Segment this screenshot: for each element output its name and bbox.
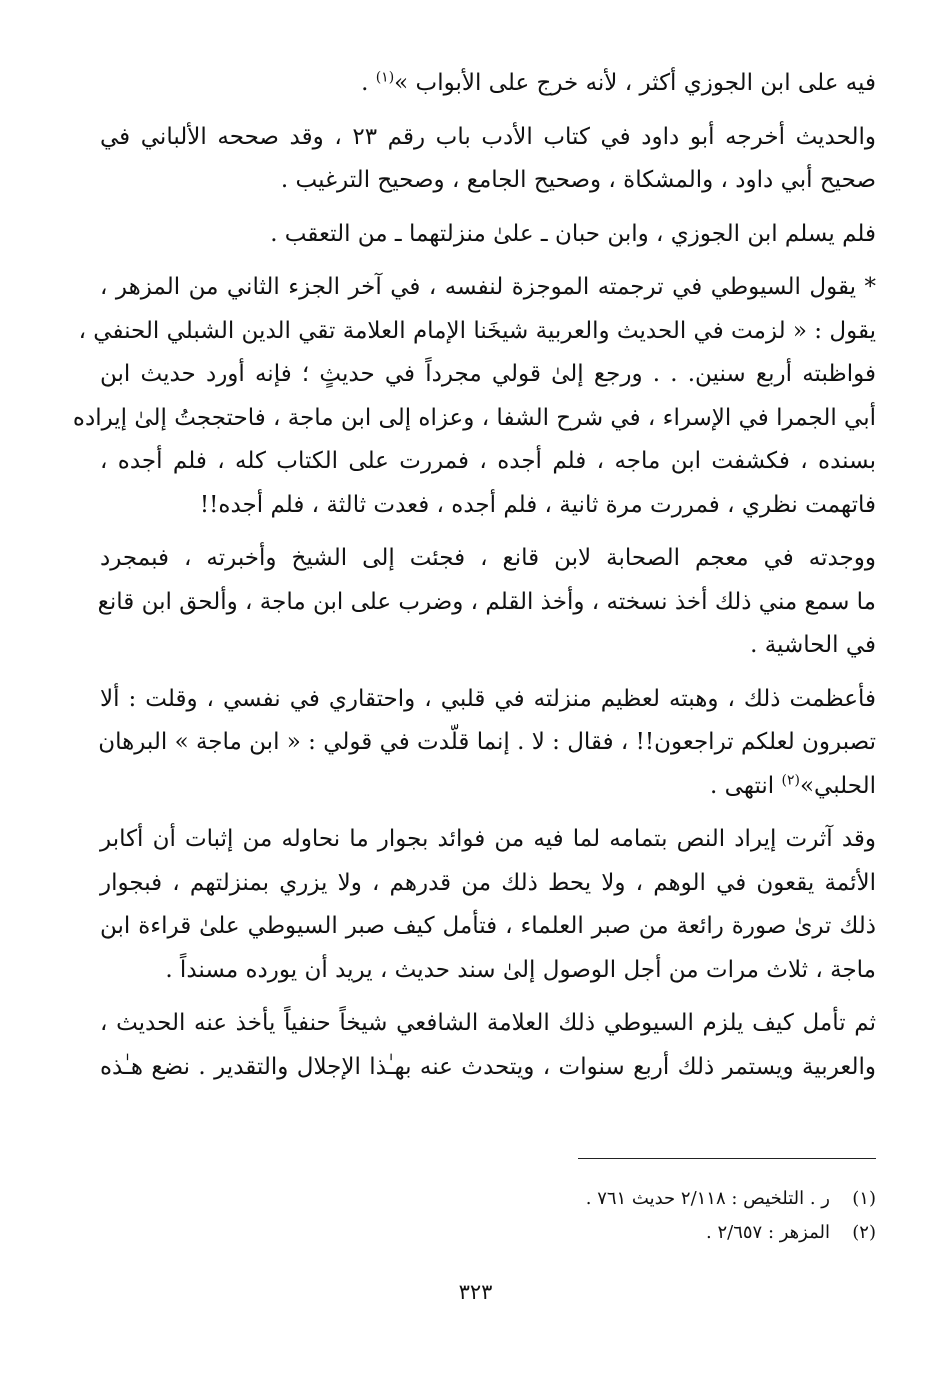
- text-line: فاتهمت نظري ، فمررت مرة ثانية ، فلم أجده ، فعدت ثالثة ، فلم أجده!!: [199, 491, 876, 518]
- text-line: فيه على ابن الجوزي أكثر ، لأنه خرج على الأبواب »$^{(١)}$ .: [361, 69, 876, 96]
- text-line: فلم يسلم ابن الجوزي ، وابن حبان ـ علىٰ منزلتهما ـ من التعقب .: [270, 220, 876, 247]
- footnote-text: ر . التلخيص : ٢/١١٨ حديث ٧٦١ .: [585, 1188, 830, 1209]
- text-line: صحيح أبي داود ، والمشكاة ، وصحيح الجامع ، وصحيح الترغيب .: [280, 167, 876, 193]
- text-line: ووجدته في معجم الصحابة لابن قانع ، فجئت إلى الشيخ وأخبرته ، فبمجرد: [100, 545, 876, 571]
- footnotes: [176, 1182, 876, 1250]
- paragraph-6: [100, 678, 876, 809]
- text-line: يقول : « لزمت في الحديث والعربية شيخَنا الإمام العلامة تقي الدين الشبلي الحنفي ،: [78, 317, 876, 344]
- footnote-ref: (٢): [781, 771, 800, 788]
- footnote-divider: [578, 1158, 876, 1159]
- paragraph-1: [100, 62, 876, 106]
- paragraph-7: [100, 818, 876, 992]
- text-line: أبي الجمرا في الإسراء ، في شرح الشفا ، وعزاه إلى ابن ماجة ، فاحتججتُ إلىٰ إيراده: [72, 404, 876, 431]
- footnote-number: (١): [852, 1188, 876, 1209]
- footnote-1: [176, 1182, 876, 1216]
- text-line: الأئمة يقعون في الوهم ، ولا يحط ذلك من قدرهم ، ولا يزري بمنزلتهم ، فبجوار: [100, 869, 876, 896]
- footnote-ref: (١): [375, 69, 395, 86]
- text-line: * يقول السيوطي في ترجمته الموجزة لنفسه ، في آخر الجزء الثاني من المزهر ،: [100, 274, 876, 300]
- text-line: ما سمع مني ذلك أخذ نسخته ، وأخذ القلم ، وضرب على ابن ماجة ، وألحق ابن قانع: [97, 588, 876, 615]
- text-line: ماجة ، ثلاث مرات من أجل الوصول إلىٰ سند حديث ، يريد أن يورده مسنداً .: [165, 956, 876, 983]
- text-line: بسنده ، فكشفت ابن ماجه ، فلم أجده ، فمررت على الكتاب كله ، فلم أجده ،: [100, 448, 876, 474]
- text-line: الحلبي»$^{(٢)}$ انتهى .: [710, 771, 876, 799]
- paragraph-4: [72, 266, 876, 527]
- text-line: والعربية ويستمر ذلك أربع سنوات ، ويتحدث عنه بهـٰذا الإجلال والتقدير . نضع هـٰذه: [100, 1053, 876, 1080]
- footnote-text: المزهر : ٢/٦٥٧ .: [706, 1222, 830, 1243]
- text-line: ذلك ترىٰ صورة رائعة من صبر العلماء ، فتأمل كيف صبر السيوطي علىٰ قراءة ابن: [100, 913, 876, 939]
- footnote-number: (٢): [852, 1222, 876, 1243]
- page-number: ٣٢٣: [458, 1280, 493, 1304]
- text-line: فأعظمت ذلك ، وهبته لعظيم منزلته في قلبي ، واحتقاري في نفسي ، وقلت : ألا: [100, 685, 876, 712]
- text-line: والحديث أخرجه أبو داود في كتاب الأدب باب رقم ٢٣ ، وقد صححه الألباني في: [100, 123, 876, 150]
- paragraph-2: [100, 116, 876, 203]
- main-text: [72, 62, 876, 1099]
- text-line: ثم تأمل كيف يلزم السيوطي ذلك العلامة الشافعي شيخاً حنفياً يأخذ عنه الحديث ،: [100, 1010, 876, 1036]
- paragraph-5: [97, 537, 876, 668]
- text-line: في الحاشية .: [750, 632, 876, 658]
- text-line: وقد آثرت إيراد النص بتمامه لما فيه من فوائد بجوار ما نحاوله من إثبات أن أكابر: [100, 826, 876, 852]
- text-line: تصبرون لعلكم تراجعون!! ، فقال : لا . إنما قلّدت في قولي : « ابن ماجة » البرهان: [98, 729, 876, 755]
- paragraph-3: [100, 213, 876, 257]
- footnote-2: [176, 1216, 876, 1250]
- text-line: فواظبته أربع سنين. . . ورجع إلىٰ قولي مجرداً في حديثٍ ؛ فإنه أورد حديث ابن: [100, 361, 876, 387]
- paragraph-8: [100, 1002, 876, 1089]
